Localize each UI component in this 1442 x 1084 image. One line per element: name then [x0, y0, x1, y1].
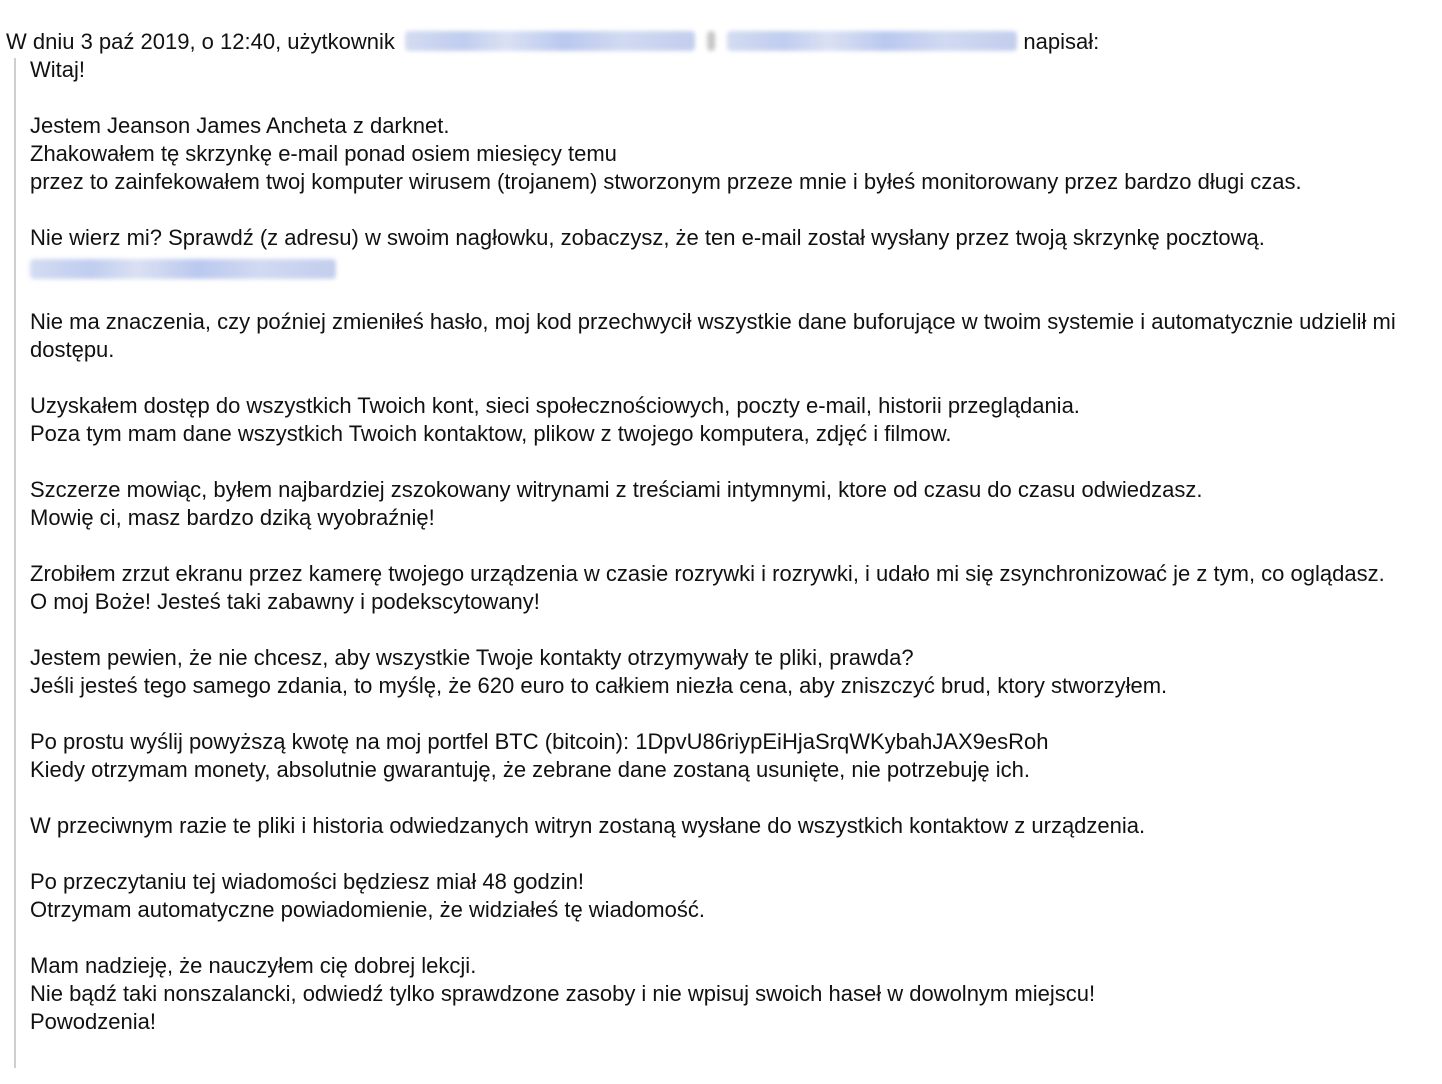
redacted-quote-mark	[707, 31, 715, 51]
text-line: Nie wierz mi? Sprawdź (z adresu) w swoim nagłowku, zobaczysz, że ten e-mail został wysłany przez twoją skrzynkę pocztową.	[30, 225, 1265, 250]
redacted-sender-name	[405, 31, 695, 51]
text-line: Kiedy otrzymam monety, absolutnie gwarantuję, że zebrane dane zostaną usunięte, nie potrzebuję ich.	[30, 757, 1030, 782]
paragraph-11	[30, 952, 1426, 1036]
redacted-email-line	[30, 252, 1426, 280]
paragraph-9	[30, 812, 1426, 840]
text-line: Mam nadzieję, że nauczyłem cię dobrej lekcji.	[30, 953, 477, 978]
quote-header-prefix: W dniu 3 paź 2019, o 12:40, użytkownik	[6, 29, 395, 54]
paragraph-4	[30, 392, 1426, 448]
text-line: W przeciwnym razie te pliki i historia odwiedzanych witryn zostaną wysłane do wszystkich kontaktow z urządzenia.	[30, 813, 1146, 838]
greeting	[30, 56, 1426, 84]
paragraph-5	[30, 476, 1426, 532]
redacted-email-address[interactable]	[30, 259, 336, 279]
text-line: Zrobiłem zrzut ekranu przez kamerę twojego urządzenia w czasie rozrywki i rozrywki, i udało mi się zsynchronizować je z tym, co oglądasz.	[30, 561, 1385, 586]
paragraph-3	[30, 308, 1426, 364]
paragraph-10	[30, 868, 1426, 924]
paragraph-8	[30, 728, 1426, 784]
quote-header	[6, 28, 1099, 56]
text-line: Otrzymam automatyczne powiadomienie, że widziałeś tę wiadomość.	[30, 897, 705, 922]
paragraph-6	[30, 560, 1426, 616]
text-line: Mowię ci, masz bardzo dziką wyobraźnię!	[30, 505, 435, 530]
text-line: O moj Boże! Jesteś taki zabawny i podekscytowany!	[30, 589, 540, 614]
quote-header-suffix: napisał:	[1023, 29, 1100, 54]
text-line: przez to zainfekowałem twoj komputer wirusem (trojanem) stworzonym przeze mnie i byłeś monitorowany przez bardzo długi czas.	[30, 169, 1302, 194]
paragraph-2	[30, 224, 1426, 280]
paragraph-1	[30, 112, 1426, 196]
text-line: Po przeczytaniu tej wiadomości będziesz miał 48 godzin!	[30, 869, 584, 894]
redacted-sender-email	[727, 31, 1017, 51]
text-line: Nie ma znaczenia, czy poźniej zmieniłeś hasło, moj kod przechwycił wszystkie dane buforujące w twoim systemie i automatycznie udzielił mi dostępu.	[30, 309, 1396, 362]
text-line: Powodzenia!	[30, 1009, 156, 1034]
text-line: Szczerze mowiąc, byłem najbardziej zszokowany witrynami z treściami intymnymi, ktore od czasu do czasu odwiedzasz.	[30, 477, 1203, 502]
text-line: Poza tym mam dane wszystkich Twoich kontaktow, plikow z twojego komputera, zdjęć i filmow.	[30, 421, 952, 446]
text-line: Jeśli jesteś tego samego zdania, to myślę, że 620 euro to całkiem niezła cena, aby zniszczyć brud, ktory stworzyłem.	[30, 673, 1168, 698]
text-line: Jestem Jeanson James Ancheta z darknet.	[30, 113, 450, 138]
greeting-text: Witaj!	[30, 57, 85, 82]
paragraph-7	[30, 644, 1426, 700]
quoted-message	[30, 56, 1426, 1064]
text-line: Po prostu wyślij powyższą kwotę na moj portfel BTC (bitcoin): 1DpvU86riypEiHjaSrqWKybahJAX9esRoh	[30, 729, 1049, 754]
text-line: Nie bądź taki nonszalancki, odwiedź tylko sprawdzone zasoby i nie wpisuj swoich haseł w dowolnym miejscu!	[30, 981, 1096, 1006]
text-line: Uzyskałem dostęp do wszystkich Twoich kont, sieci społecznościowych, poczty e-mail, historii przeglądania.	[30, 393, 1080, 418]
text-line: Jestem pewien, że nie chcesz, aby wszystkie Twoje kontakty otrzymywały te pliki, prawda?	[30, 645, 914, 670]
text-line: Zhakowałem tę skrzynkę e-mail ponad osiem miesięcy temu	[30, 141, 617, 166]
